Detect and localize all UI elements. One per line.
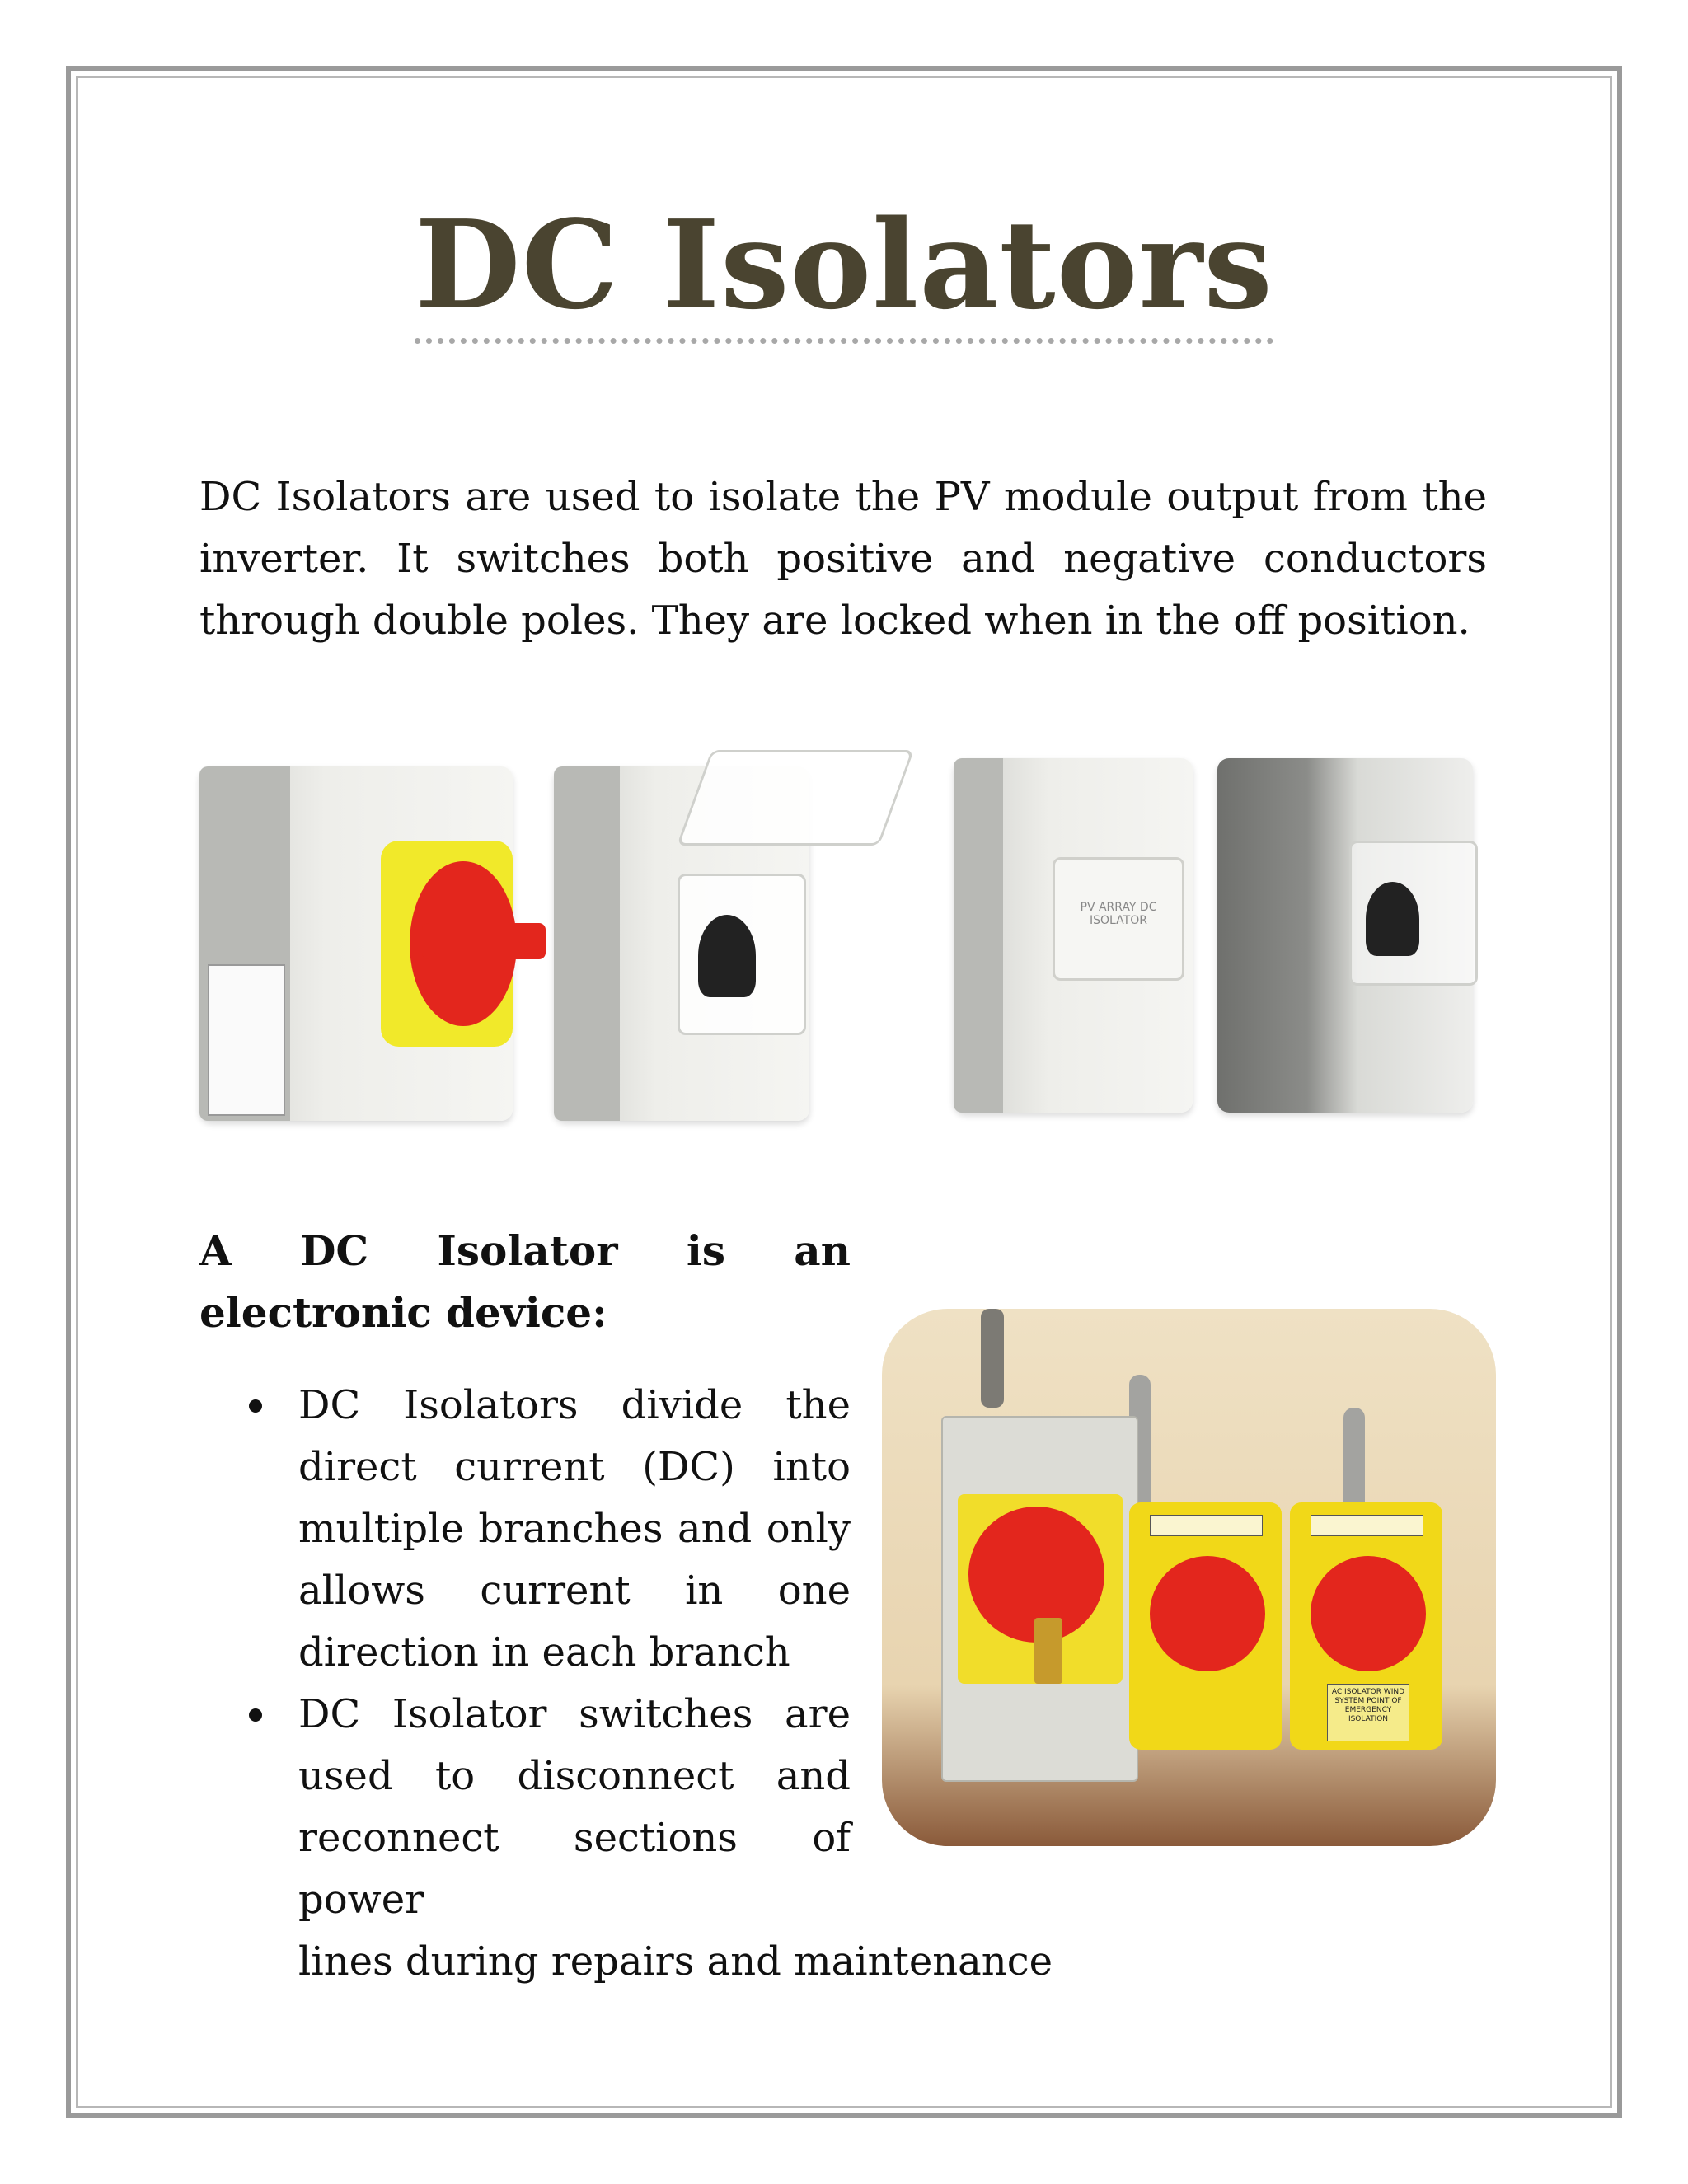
bullet-list: [199, 1375, 1053, 1993]
section-heading: A DC Isolator is an electronic device:: [199, 1226, 851, 1337]
bullet-text: DC Isolator switches are used to disconnect and reconnect sections of power: [298, 1691, 851, 1923]
list-item-continuation: [199, 1931, 1053, 1993]
sign-text: AC ISOLATOR WIND SYSTEM POINT OF EMERGENCY ISOLATION: [1331, 1688, 1405, 1723]
page-title: DC Isolators: [415, 193, 1273, 344]
list-item: [199, 1375, 851, 1684]
black-rotary-handle: [1366, 882, 1419, 956]
isolator-photo-open-lid: [554, 750, 908, 1129]
intro-paragraph: DC Isolators are used to isolate the PV module output from the inverter. It switches both positive and negative conductors through double poles. They are locked when in the off position.: [199, 474, 1487, 644]
wall-mounted-isolators-photo: [882, 1309, 1496, 1846]
red-rotary-handle: [1150, 1556, 1265, 1671]
red-handle-bar: [422, 923, 546, 959]
isolator-photo-red-handle: [199, 750, 529, 1129]
cover-text: PV ARRAY DC ISOLATOR: [1080, 901, 1157, 927]
black-rotary-handle: [698, 915, 756, 997]
rating-label: [1311, 1515, 1423, 1536]
rating-label: [1150, 1515, 1263, 1536]
rating-label: [208, 964, 285, 1116]
conduit-cable: [981, 1309, 1004, 1408]
bullet-text: DC Isolators divide the direct current (DC) into multiple branches and only allows current in one direction in each branch: [298, 1382, 851, 1675]
page-title-wrap: [0, 193, 1688, 336]
red-rotary-handle: [1311, 1556, 1426, 1671]
pv-array-cover: [1053, 857, 1184, 981]
open-lid: [677, 750, 914, 846]
enclosure-side: [954, 758, 1003, 1113]
emergency-isolation-sign: [1327, 1684, 1409, 1741]
enclosure-side: [554, 766, 620, 1121]
isolator-photo-closed-cover: [954, 750, 1201, 1129]
list-item: [199, 1684, 851, 1931]
isolator-photo-dark-box: [1217, 750, 1489, 1129]
isolator-product-photos: [199, 750, 1493, 1129]
padlock-icon: [1034, 1618, 1062, 1684]
bullet-text-overflow: lines during repairs and maintenance: [298, 1938, 1053, 1985]
